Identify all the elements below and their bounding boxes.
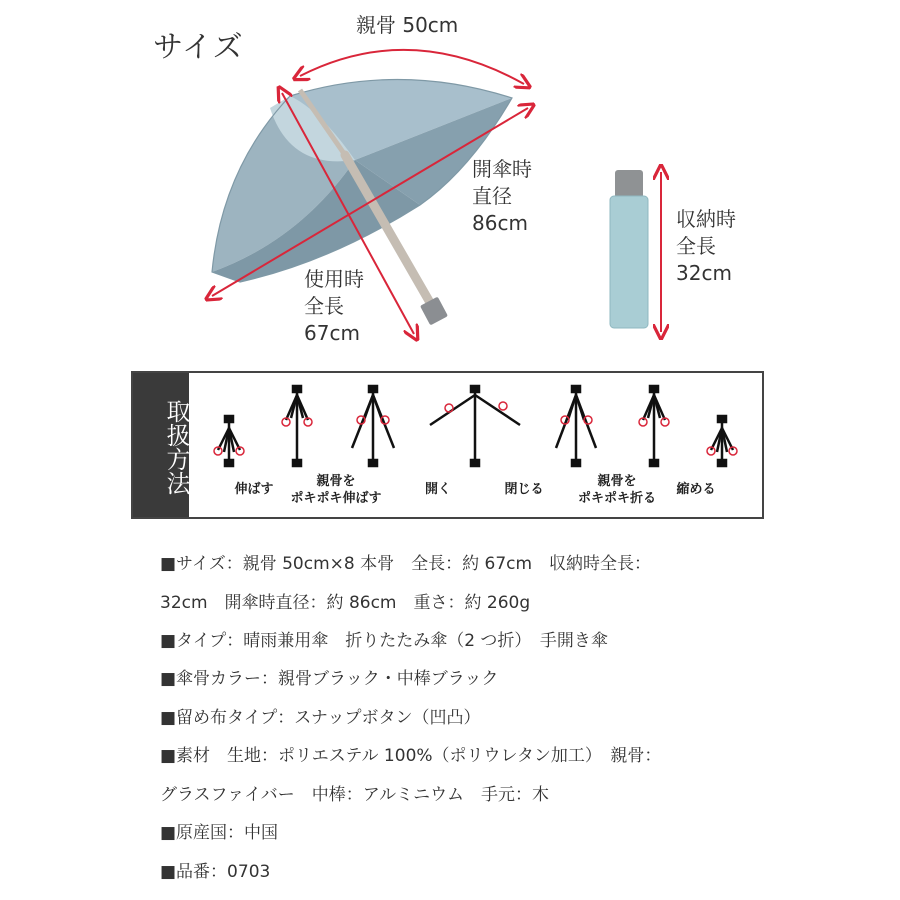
step-fold-ribs-icon <box>639 386 669 466</box>
howto-title: 取扱方法 <box>162 399 190 495</box>
length-label-line: 67cm <box>304 321 360 345</box>
step-close-icon <box>556 386 596 466</box>
spec-line: ■原産国：中国 <box>160 823 279 843</box>
step-label: 開く <box>424 482 451 497</box>
spec-line: ■サイズ：親骨 50cm×8 本骨 全長：約 67cm 収納時全長： <box>160 554 652 574</box>
step-label: 親骨を ポキポキ折る <box>577 474 656 506</box>
length-label-line: 使用時 <box>304 267 364 291</box>
step-extend-icon <box>214 416 244 466</box>
step-extend-ribs-icon <box>282 386 312 466</box>
step-label: 縮める <box>676 482 716 497</box>
rib-length-label: 親骨 50cm <box>356 13 459 37</box>
step-label: 伸ばす <box>234 482 274 497</box>
spec-line: ■タイプ：晴雨兼用傘 折りたたみ傘（2 つ折） 手開き傘 <box>160 631 608 651</box>
spec-line: ■留め布タイプ：スナップボタン（凹凸） <box>160 708 481 728</box>
spec-line: ■素材 生地：ポリエステル 100%（ポリウレタン加工） 親骨： <box>160 746 662 766</box>
step-open-partial-icon <box>352 386 394 466</box>
diameter-label-line: 86cm <box>472 211 528 235</box>
stowed-label-line: 全長 <box>676 234 716 258</box>
section-title: サイズ <box>153 30 244 65</box>
step-label: 親骨を ポキポキ伸ばす <box>290 474 382 506</box>
length-label-line: 全長 <box>304 294 344 318</box>
diameter-label-line: 直径 <box>472 184 512 208</box>
stowed-label-line: 32cm <box>676 261 732 285</box>
spec-line: ■傘骨カラー：親骨ブラック・中棒ブラック <box>160 669 499 689</box>
spec-line: グラスファイバー 中棒：アルミニウム 手元：木 <box>160 785 549 805</box>
step-open-icon <box>430 386 520 466</box>
step-shorten-icon <box>707 416 737 466</box>
stowed-label-line: 収納時 <box>676 207 736 231</box>
spec-line: 32cm 開傘時直径：約 86cm 重さ：約 260g <box>160 593 531 613</box>
diameter-label-line: 開傘時 <box>472 157 532 181</box>
spec-line: ■品番：0703 <box>160 862 271 882</box>
step-label: 閉じる <box>504 482 544 497</box>
